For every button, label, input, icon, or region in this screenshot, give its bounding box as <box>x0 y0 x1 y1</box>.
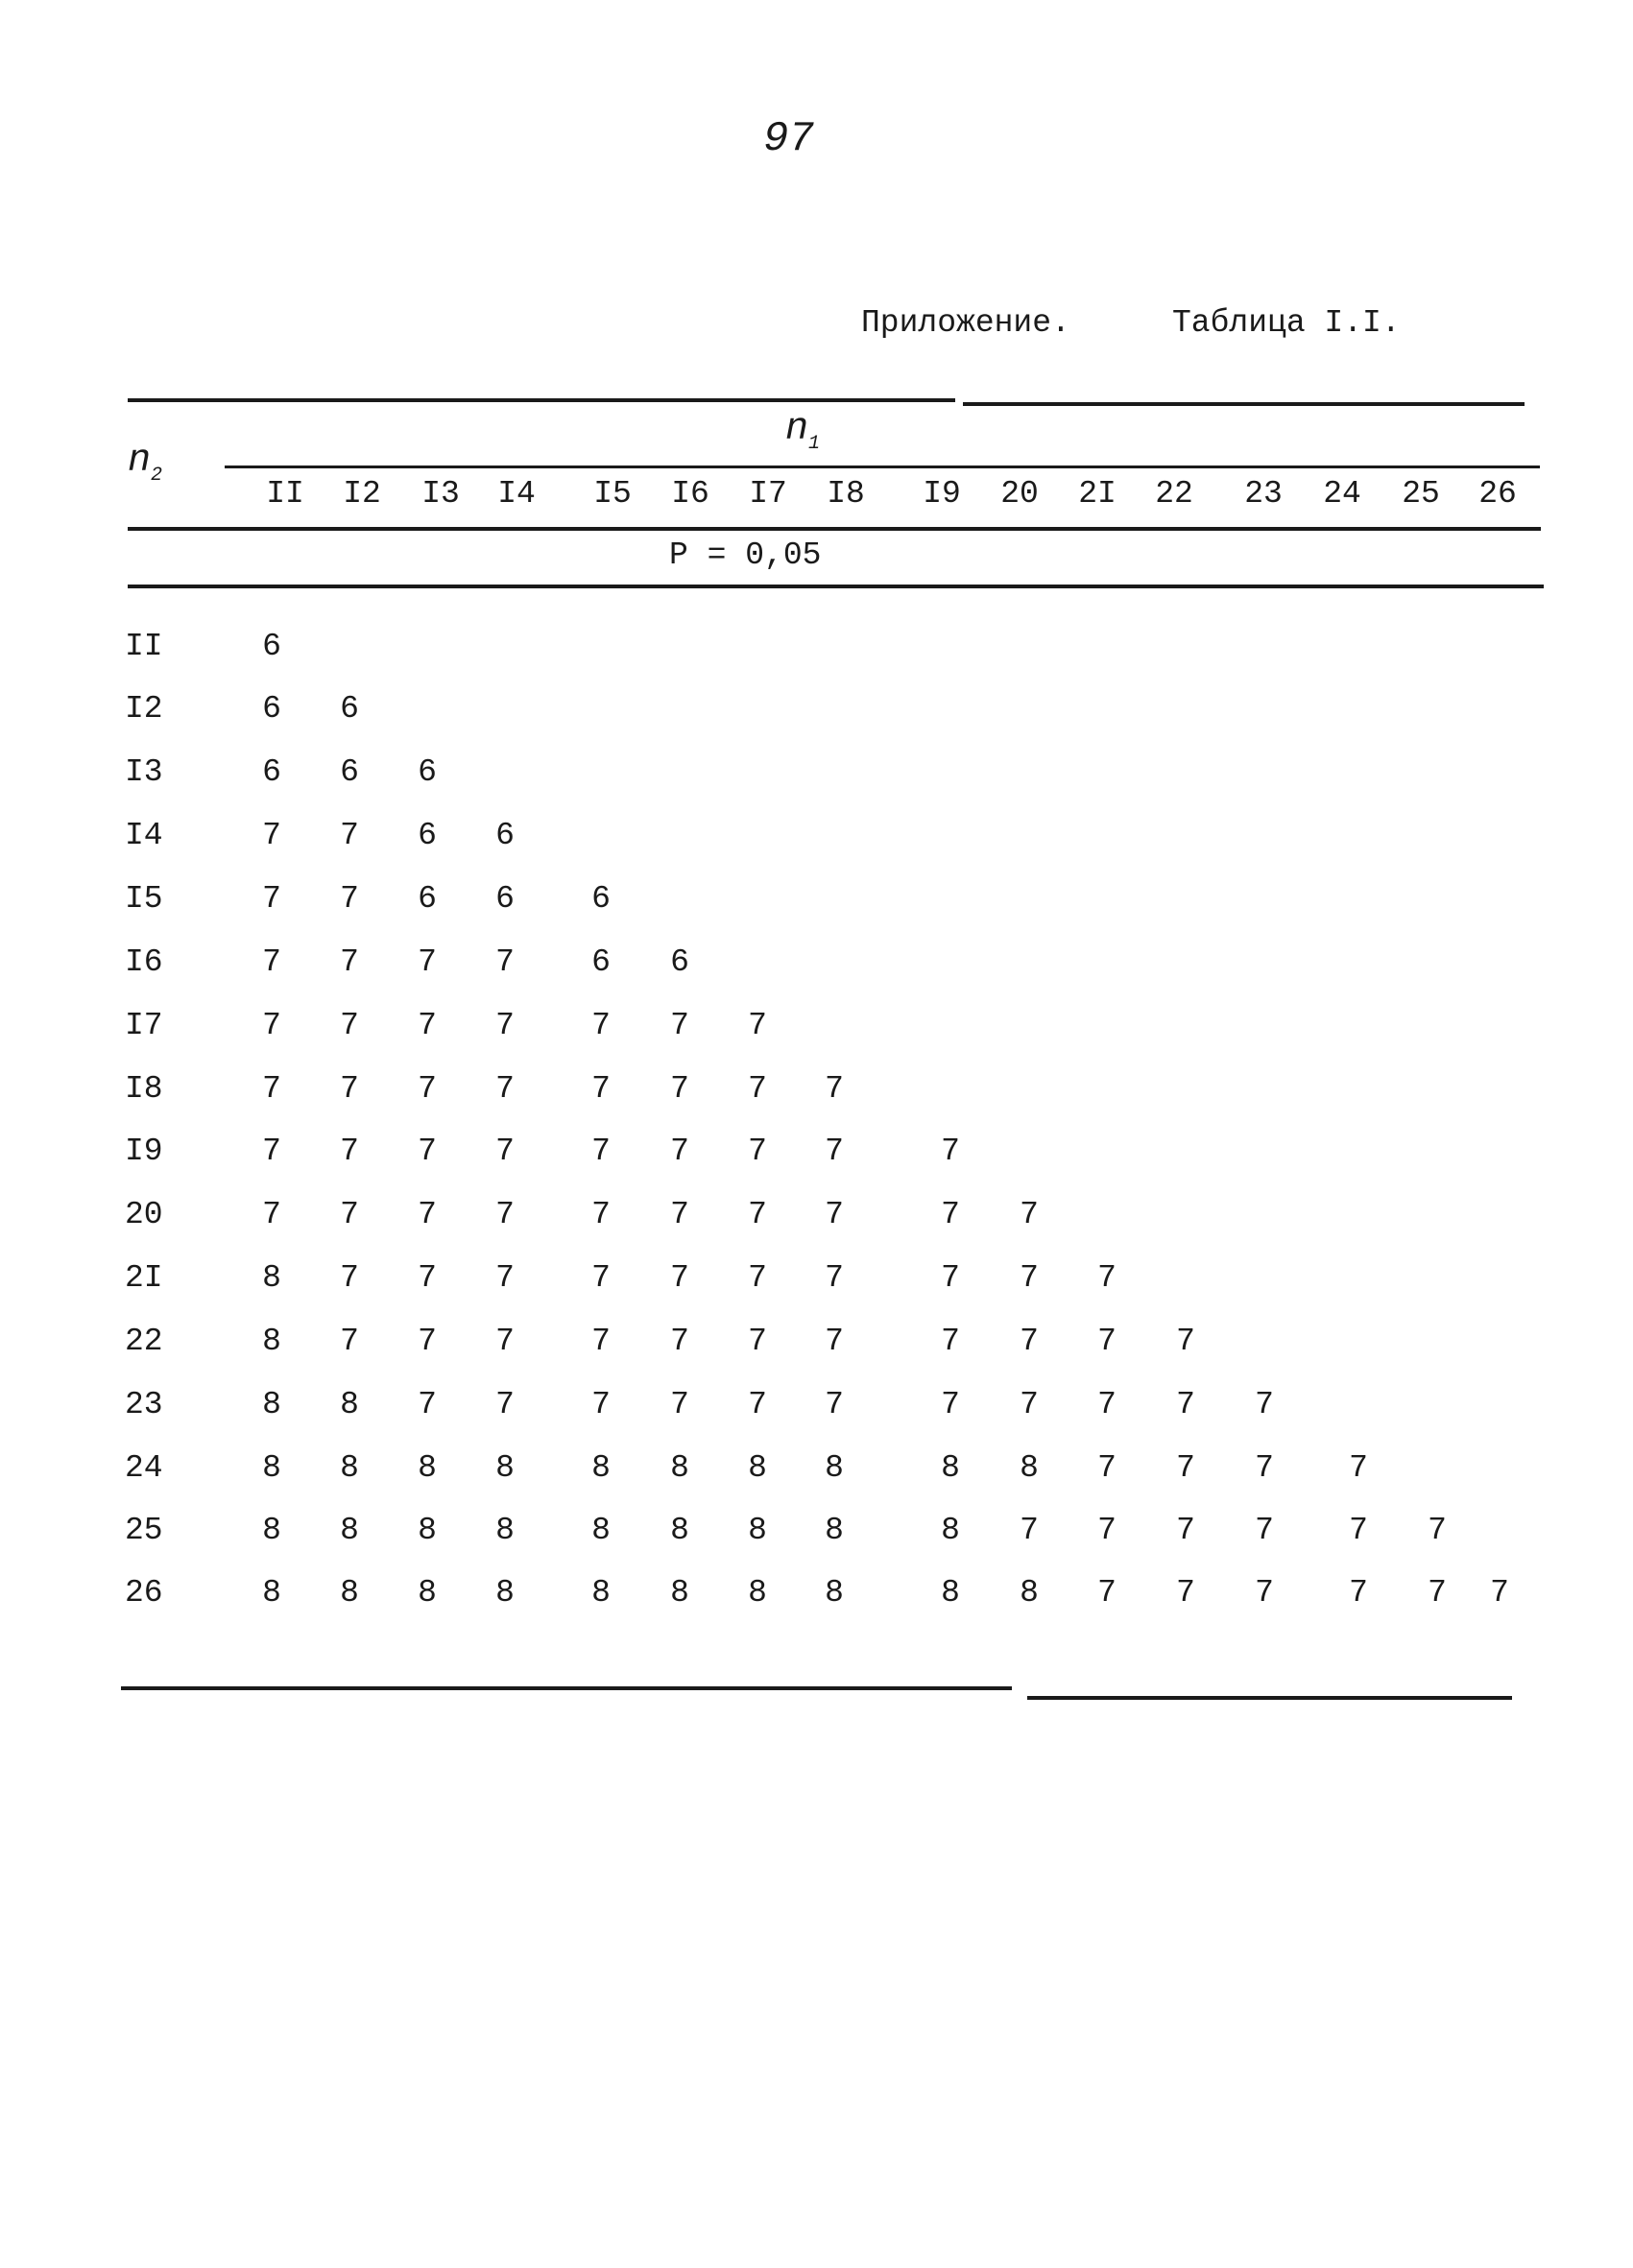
column-heading: 23 <box>1244 476 1283 512</box>
table-cell: 6 <box>262 754 281 790</box>
table-cell: 7 <box>748 1260 767 1296</box>
row-heading: I6 <box>125 944 163 980</box>
table-cell: 7 <box>825 1197 844 1232</box>
table-cell: 7 <box>825 1134 844 1169</box>
table-cell: 6 <box>591 881 611 917</box>
table-cell: 8 <box>748 1575 767 1611</box>
table-cell: 8 <box>670 1575 689 1611</box>
table-cell: 7 <box>340 1071 359 1107</box>
table-cell: 7 <box>418 1387 437 1422</box>
table-cell: 7 <box>340 1197 359 1232</box>
table-cell: 8 <box>340 1513 359 1548</box>
table-cell: 7 <box>262 944 281 980</box>
table-cell: 8 <box>340 1387 359 1422</box>
table-cell: 7 <box>418 1134 437 1169</box>
table-cell: 8 <box>670 1513 689 1548</box>
table-cell: 7 <box>748 1387 767 1422</box>
table-cell: 8 <box>941 1575 960 1611</box>
table-cell: 7 <box>1176 1513 1195 1548</box>
row-heading: 2I <box>125 1260 163 1296</box>
table-cell: 7 <box>941 1134 960 1169</box>
table-cell: 6 <box>495 881 515 917</box>
table-cell: 7 <box>1020 1387 1039 1422</box>
table-cell: 7 <box>1020 1324 1039 1359</box>
table-cell: 7 <box>340 1008 359 1043</box>
top-rule-left <box>128 398 955 402</box>
table-cell: 7 <box>1255 1513 1274 1548</box>
table-cell: 7 <box>748 1071 767 1107</box>
table-cell: 7 <box>262 1134 281 1169</box>
table-cell: 7 <box>495 1260 515 1296</box>
bottom-rule-left <box>121 1686 1012 1690</box>
table-cell: 6 <box>418 754 437 790</box>
table-cell: 8 <box>340 1450 359 1486</box>
table-cell: 7 <box>748 1197 767 1232</box>
table-cell: 7 <box>340 881 359 917</box>
table-cell: 7 <box>591 1387 611 1422</box>
table-cell: 7 <box>262 1071 281 1107</box>
table-cell: 7 <box>495 1324 515 1359</box>
column-heading: 25 <box>1402 476 1440 512</box>
table-cell: 8 <box>591 1513 611 1548</box>
table-cell: 6 <box>340 691 359 727</box>
table-cell: 7 <box>941 1260 960 1296</box>
row-heading: I9 <box>125 1134 163 1169</box>
table-cell: 7 <box>748 1324 767 1359</box>
table-cell: 6 <box>495 818 515 853</box>
table-cell: 7 <box>1176 1450 1195 1486</box>
table-cell: 6 <box>670 944 689 980</box>
table-cell: 7 <box>1020 1197 1039 1232</box>
table-cell: 8 <box>825 1450 844 1486</box>
table-cell: 8 <box>262 1260 281 1296</box>
table-cell: 7 <box>495 1197 515 1232</box>
table-cell: 6 <box>262 629 281 664</box>
column-heading: I9 <box>923 476 961 512</box>
table-cell: 8 <box>941 1450 960 1486</box>
row-heading: I4 <box>125 818 163 853</box>
row-heading: I7 <box>125 1008 163 1043</box>
table-cell: 6 <box>418 881 437 917</box>
table-cell: 7 <box>418 944 437 980</box>
table-cell: 7 <box>591 1071 611 1107</box>
table-cell: 7 <box>418 1197 437 1232</box>
table-cell: 7 <box>670 1260 689 1296</box>
table-cell: 7 <box>340 944 359 980</box>
table-cell: 8 <box>262 1450 281 1486</box>
column-heading: 2I <box>1078 476 1117 512</box>
table-cell: 7 <box>941 1324 960 1359</box>
table-cell: 8 <box>262 1513 281 1548</box>
table-cell: 7 <box>495 1134 515 1169</box>
appendix-caption: Приложение. <box>861 305 1070 341</box>
table-cell: 7 <box>1020 1260 1039 1296</box>
table-cell: 7 <box>1428 1513 1447 1548</box>
table-cell: 7 <box>591 1008 611 1043</box>
table-cell: 8 <box>418 1513 437 1548</box>
table-cell: 6 <box>591 944 611 980</box>
row-heading: I3 <box>125 754 163 790</box>
row-heading: 20 <box>125 1197 163 1232</box>
table-caption: Таблица I.I. <box>1172 305 1401 341</box>
table-cell: 7 <box>825 1387 844 1422</box>
table-cell: 7 <box>1255 1575 1274 1611</box>
table-cell: 8 <box>825 1513 844 1548</box>
table-cell: 7 <box>748 1008 767 1043</box>
table-cell: 7 <box>1097 1575 1117 1611</box>
table-cell: 7 <box>1176 1575 1195 1611</box>
table-cell: 7 <box>1490 1575 1509 1611</box>
column-variable-label <box>785 408 820 455</box>
column-heading: I2 <box>343 476 381 512</box>
table-cell: 7 <box>941 1197 960 1232</box>
table-cell: 7 <box>418 1324 437 1359</box>
row-variable-label <box>128 440 162 487</box>
table-cell: 8 <box>495 1575 515 1611</box>
table-cell: 8 <box>340 1575 359 1611</box>
table-cell: 7 <box>1349 1575 1368 1611</box>
column-group-rule <box>225 466 1540 468</box>
table-cell: 7 <box>748 1134 767 1169</box>
page-number: 97 <box>763 115 814 163</box>
table-cell: 6 <box>418 818 437 853</box>
row-heading: I8 <box>125 1071 163 1107</box>
table-cell: 6 <box>340 754 359 790</box>
table-cell: 8 <box>1020 1450 1039 1486</box>
table-cell: 7 <box>670 1071 689 1107</box>
row-variable-symbol: n <box>128 440 152 483</box>
column-heading: 22 <box>1155 476 1193 512</box>
table-cell: 7 <box>495 1008 515 1043</box>
table-cell: 7 <box>1020 1513 1039 1548</box>
table-cell: 7 <box>670 1387 689 1422</box>
table-cell: 7 <box>591 1197 611 1232</box>
top-rule-right <box>963 402 1525 406</box>
table-cell: 7 <box>340 818 359 853</box>
table-cell: 7 <box>941 1387 960 1422</box>
row-variable-subscript: 2 <box>151 465 163 487</box>
table-cell: 8 <box>418 1575 437 1611</box>
table-cell: 7 <box>1176 1324 1195 1359</box>
column-heading: 20 <box>1000 476 1039 512</box>
table-cell: 8 <box>495 1450 515 1486</box>
table-cell: 8 <box>941 1513 960 1548</box>
table-cell: 7 <box>670 1197 689 1232</box>
column-heading: I4 <box>497 476 536 512</box>
table-cell: 8 <box>495 1513 515 1548</box>
table-cell: 7 <box>1255 1387 1274 1422</box>
table-cell: 7 <box>1349 1513 1368 1548</box>
table-cell: 7 <box>1097 1260 1117 1296</box>
column-heading: II <box>266 476 304 512</box>
column-heading: I3 <box>421 476 460 512</box>
table-cell: 7 <box>418 1071 437 1107</box>
table-cell: 8 <box>591 1575 611 1611</box>
significance-level: P = 0,05 <box>669 537 822 573</box>
table-cell: 7 <box>262 818 281 853</box>
table-cell: 8 <box>262 1575 281 1611</box>
table-cell: 7 <box>340 1134 359 1169</box>
table-cell: 8 <box>1020 1575 1039 1611</box>
table-cell: 8 <box>262 1324 281 1359</box>
table-cell: 6 <box>262 691 281 727</box>
table-cell: 7 <box>340 1260 359 1296</box>
table-cell: 7 <box>1255 1450 1274 1486</box>
table-cell: 7 <box>1176 1387 1195 1422</box>
table-cell: 7 <box>670 1008 689 1043</box>
table-cell: 7 <box>1097 1387 1117 1422</box>
row-heading: I5 <box>125 881 163 917</box>
table-cell: 7 <box>1349 1450 1368 1486</box>
column-variable-symbol: n <box>785 408 809 451</box>
table-cell: 7 <box>825 1071 844 1107</box>
table-cell: 8 <box>418 1450 437 1486</box>
row-heading: 25 <box>125 1513 163 1548</box>
column-heading: I5 <box>593 476 632 512</box>
row-heading: 22 <box>125 1324 163 1359</box>
table-cell: 7 <box>495 1071 515 1107</box>
table-cell: 8 <box>591 1450 611 1486</box>
table-cell: 7 <box>825 1324 844 1359</box>
table-cell: 7 <box>262 1197 281 1232</box>
column-variable-subscript: 1 <box>808 433 821 455</box>
column-heading: I6 <box>671 476 709 512</box>
column-heading: 26 <box>1478 476 1517 512</box>
table-cell: 7 <box>1097 1450 1117 1486</box>
table-cell: 7 <box>1097 1513 1117 1548</box>
table-cell: 8 <box>262 1387 281 1422</box>
row-heading: 23 <box>125 1387 163 1422</box>
table-cell: 7 <box>262 1008 281 1043</box>
table-cell: 7 <box>495 944 515 980</box>
table-cell: 7 <box>495 1387 515 1422</box>
bottom-rule-right <box>1027 1696 1512 1700</box>
table-cell: 7 <box>418 1260 437 1296</box>
row-heading: I2 <box>125 691 163 727</box>
row-heading: 24 <box>125 1450 163 1486</box>
table-cell: 8 <box>670 1450 689 1486</box>
table-cell: 8 <box>748 1450 767 1486</box>
subtitle-bottom-rule <box>128 585 1544 588</box>
table-cell: 7 <box>418 1008 437 1043</box>
table-cell: 7 <box>825 1260 844 1296</box>
table-cell: 8 <box>748 1513 767 1548</box>
table-cell: 7 <box>340 1324 359 1359</box>
table-cell: 7 <box>591 1260 611 1296</box>
table-cell: 7 <box>1097 1324 1117 1359</box>
header-bottom-rule <box>128 527 1541 531</box>
column-heading: I8 <box>827 476 865 512</box>
row-heading: 26 <box>125 1575 163 1611</box>
table-cell: 7 <box>670 1324 689 1359</box>
column-heading: 24 <box>1323 476 1361 512</box>
table-cell: 7 <box>591 1324 611 1359</box>
table-cell: 7 <box>1428 1575 1447 1611</box>
table-cell: 7 <box>262 881 281 917</box>
table-cell: 8 <box>825 1575 844 1611</box>
table-cell: 7 <box>591 1134 611 1169</box>
table-cell: 7 <box>670 1134 689 1169</box>
row-heading: II <box>125 629 163 664</box>
column-heading: I7 <box>749 476 787 512</box>
